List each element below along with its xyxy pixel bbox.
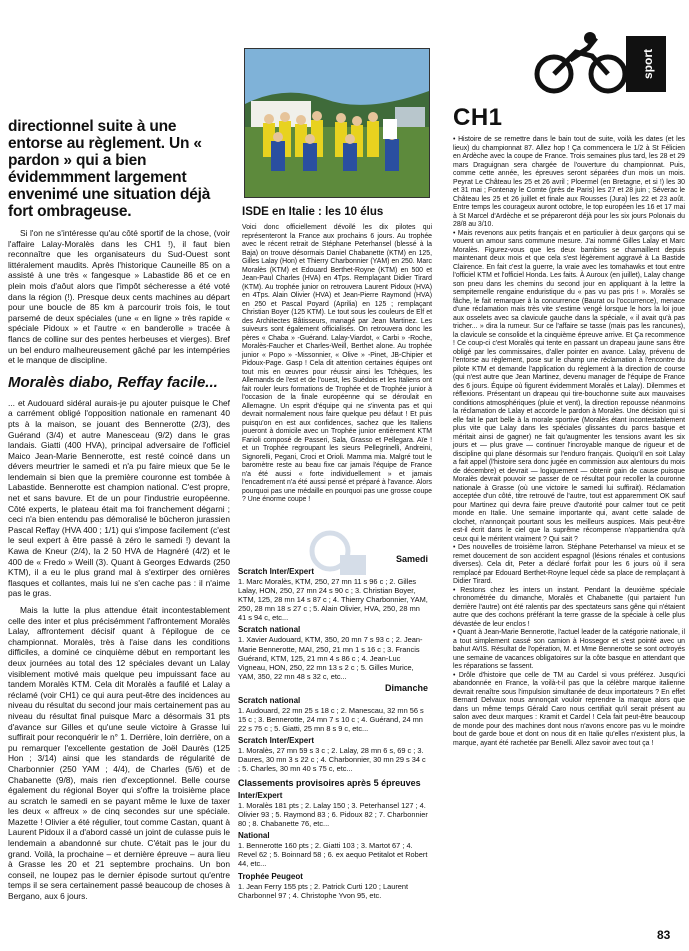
body-paragraph: ... et Audouard sidéral aurais-je pu ajouter puisque le Chef a carrément obligé l'opposition nationale en ramenant 40 pts à la maison, se jouant des Bennerotte (2/3), des Guérand (3/4) et autre Manesceau (9/2) dans le gras landais. Giatti (400 HVA), principal adversaire de l'officiel Maico Jean-Marie Bennerotte, est resté coincé dans un dévers meurtrier le samedi et n'a pu faire mieux que 5e le lendemain si bien que la première couronne est tombée à Labastide. Bennerotte est champion national. C'est propre, net et sans bavure. Et de un pour l'industrie européenne. Côté experts, le plateau était ma foi franchement dégarni ; ceci n'a bien entendu pas démoralisé le bûcheron jurassien Pascal Reffay (HVA 400 ; 1/1) qui s'impose facilement (c'est le seul expert à être passé à zéro le samedi !) devant la Kawa de Kneur (2/4), la 2 50 HVA de Hagnéré (4/2) et le 400 de « Fredo » Weill (3). Quant à Georges Edwards (250 KTM), il a eu le plus grand mal à s'extirper des ornières flasques et collantes, mais lui ne s'en cache pas : il n'aime pas le gras. (8, 397, 230, 599)
results-heading: Scratch national (238, 625, 301, 635)
left-column (8, 118, 230, 908)
results-line: 1. Moralès 181 pts ; 2. Lalay 150 ; 3. Peterhansel 127 ; 4. Olivier 93 ; 5. Raymond 83 ; 6. Pidoux 82 ; 7. Charbonnier 80 ; 8. Chabanette 76, etc... (238, 801, 428, 829)
team-photo (244, 48, 430, 198)
ch1-heading: CH1 (453, 104, 503, 131)
day-heading: Samedi (395, 554, 428, 564)
results-heading: Trophée Peugeot (238, 871, 303, 881)
ch1-text: • Histoire de se remettre dans le bain tout de suite, voilà les dates (et les lieux) du championnat 87. Allez hop ! Ça commencera le 1/2 à St Félicien en Ardèche avec la coupe de France. Trois semaines plus tard, les 28 et 29 mars Draguignan sera chargée de l'ouverture du championnat. Puis, comme cette année, les épreuves seront séparées d'un mois un mois. Peyrat Le Château les 25 et 26 avril ; Ploermel (en Bretagne, et si !) les 30 et 31 mai ; Fontenay le Comte (près de Paris) les 27 et 28 juin ; Séverac le Château les 25 et 26 juillet et finale aux Rousses (Jura) les 22 et 23 août. Entre temps les courageux auront octobre, le top européen les 16 et 17 mai à St Marcel d'Ardèche et se prépareront déjà pour les six jours Polonais du 28/8 au 3/10. • Mais revenons aux petits français et en particulier à deux garçons qui se vouent un amour sans commune mesure. J'ai nommé Gilles Lalay et Marc Moralès. Figurez-vous que les deux bambins se chamaillent depuis maintenant deux mois et que cela s'est légèrement aggravé à La Bastide Clairence. En fait c'est la guerre, la vraie avec les tomahawks et tout entre l'officiel KTM et l'officiel Honda. Les faits. À Auroux (en juillet), Lalay change son pneu dans les chemins du second jour en appliquant à la lettre la sempiternelle rengaine enduristique du « pas vu pas pris ! ». Moralès se fâche, le fait remarquer à la concurrence (Baurat ou l'occurrence), menace d'une réclamation mais très vite s'estime vengé lorsque le hors la loi joue aux osselets avec sa clavicule gauche dans la spéciale, « il avait qu'à pas tricher... » dira la rumeur. Sur ce l'affaire se tasse (mais pas les rancunes), la clavicule se consolide et la cinquième épreuve arrive. Et Ça recommence ! Ce coup-ci c'est Moralès qui tente en passant un drapeau jaune sans être obligé par les commissaires, d'aller pointer en avance. Lalay, prévenu de l'entorse au règlement, pose sur le champ une réclamation à l'encontre du pilote KTM et demande l'application du règlement à la direction de course (qui n'est autre que Jean Martinez, devenu manager de l'équipe de France des 6 jours. Équipe où figurent évidemment Moralès et Lalay). Dilemmes et réflexions. Présentant un drapeau qui tire-bouchonne suite aux mauvaises conditions atmosphériques (pluie et vent), la direction repousse néanmoins la réclamation de Lalay et accorde le pardon à Moralès. Une décision qui si elle fait le part belle à la morale sportive (Moralès étant incontestablement plus vite que Lalay dans les spéciales glissantes du parcs basque et méritait ainsi de gagner) ne fait qu'augmenter les tensions avant les six jours et — plus grave — continuer l'incroyable manque de rigueur et de discipline qui plane désormais sur l'enduro français. Quoiqu'il en soit Lalay a fait appel (l'histoire sera donc jugée en commission aux alentours du mois de décembre) et devrait — logiquement — obtenir gain de cause puisque Moralès devrait pouvoir se passer de ce résultat pour recoller la couronne nationale à Grasse (où une victoire le samedi lui suffirait). Réclamation acceptée d'un côté, titre retrouvé de l'autre, tout est apparemment OK sauf pour Martinez qui devra faire preuve d'autorité pour calmer tout ce petit monde en Italie. Une semaine importante qui, avant cette salade de clochet, n'annonçait pourtant sous les meilleurs auspices. Mais peut-être est-il écrit dans le ciel que la suprême récompense n'appartiendra qu'à ceux qui le méritent vraiment ? Qui sait ? • Des nouvelles de troisième larron. Stéphane Peterhansel va mieux et se remet doucement de son accident espagnol (lésions rénales et contusions diverses). Cela dit, Peter a déclaré forfait pour les 6 jours où il sera remplacé par Edouard Berthet-Royne lequel cède sa place de remplaçant à Didier Tirard. • Restons chez les inters un instant. Pendant la deuxième spéciale chronométrée du dimanche, Moralès et Chabanette (qui partaient l'un derrière l'autre) ont été ralentis par des spectateurs sans gêne qui n'étaient autre que des cochons préférant la terre grasse de la spéciale à celle plus dévastée de leur enclos ! • Quant à Jean-Marie Bennerotte, l'actuel leader de la catégorie nationale, il a tout simplement cassé son camion à Hossegor et s'est pointé avec un bahut AVIS. Résultat de l'opération, M. et Mme Bennerotte se sont octroyés une semaine de vacances obligatoires sur la côte basque en attendant que les réparations se fassent. • Drôle d'histoire que celle de TM au Cardel si vous préférez. Jusqu'ici abandonnée en France, la voilà-t-il pas que la célèbre marque italienne devrait renaître sous l'impulsion simultanée de deux importateurs ? En effet Bernard Delvaux nous annonçait vouloir reprendre la marque alors que dans un même temps Gérald Caro nous certifiait qu'il serait présent au salon avec deux marques : Kramit et Cardel ! Cela fait peut-être beaucoup de monde pour des machines dont nous n'avons encore pas vu le moindre bout de garde boue et dont on nous dit en Italie qu'elles n'existent plus, la marque, ayant été rachetée par Benelli. Allez savoir avec tout ça ! (453, 136, 685, 747)
results-line: 1. Bennerotte 160 pts ; 2. Giatti 103 ; 3. Martot 67 ; 4. Revel 62 ; 5. Boinnard 58 ; 6. ex aequo Petitalot et Robert 44, etc... (238, 841, 428, 869)
intro-paragraph: Si l'on ne s'intéresse qu'au côté sportif de la chose, (voir l'affaire Lalay-Moralès dans les CH1 !), il faut bien reconnaître que les organisateurs du Sud-Ouest sont littéralement maudits. Après l'historique Cauneille 85 on a assisté à une très « fangesque » Labastide 86 et ce en plein mois d'aôut alors que l'impôt sécheresse a été voté dans la région (!). Presque deux cents machines au départ pour une boucle de 85 km à parcourir trois fois, le tout parsemé de deux spéciales (une « en ligne » très rapide « spéciale Pidoux » et l'autre « en banderolle » tracée à flancs de colline sur des pentes herbeuses et vierges). Bref un bel enduro malheureusement gâché par les intempéries et le manque de discipline. (8, 228, 230, 366)
page-number: 83 (657, 928, 671, 942)
middle-column (238, 48, 436, 505)
results-heading: Scratch Inter/Expert (238, 736, 315, 746)
results-line: 1. Moralès, 27 mn 59 s 3 c ; 2. Lalay, 28 mn 6 s, 69 c ; 3. Daures, 30 mn 3 s 22 c ; 4. Charbonnier, 30 mn 29 s 34 c ; 5. Charles, 30 mn 40 s 75 c, etc... (238, 746, 426, 774)
results-heading: Scratch national (238, 695, 301, 705)
results-line: 1. Marc Moralès, KTM, 250, 27 mn 11 s 96 c ; 2. Gilles Lalay, HON, 250, 27 mn 24 s 90 c ; 3. Christian Boyer, KTM, 125, 28 mn 14 s 87 c ; 4. Thierry Charbonnier, YAM, 250, 28 mn 18 s 27 c ; 5. Alain Olivier, HVA, 250, 28 mn 41 s 94 c, etc... (238, 577, 428, 623)
results-line: 1. Audouard, 22 mn 25 s 18 c ; 2. Manescau, 32 mn 56 s 15 c ; 3. Bennerotte, 24 mn 7 s 10 c ; 4. Guérand, 24 mn 22 s 75 c ; 5. Giatti, 25 mn 8 s 9 c, etc... (238, 705, 424, 734)
photo-title: ISDE en Italie : les 10 élus (242, 206, 384, 218)
results-line: 1. Jean Ferry 155 pts ; 2. Patrick Curti 120 ; Laurent Charbonnel 97 ; 4. Christophe Yvon 95, etc. (238, 881, 409, 900)
logo-text: sport (641, 49, 655, 79)
results-line: 1. Xavier Audouard, KTM, 350, 20 mn 7 s 93 c ; 2. Jean-Marie Bennerotte, MAI, 250, 21 mn 1 s 16 c ; 3. Francis Guérand, KTM, 125, 21 mn 4 s 86 c ; 4. Jean-Luc Vigneau, HON, 250, 22 mn 13 s 2 c ; 5. Gilles Murice, YAM, 350, 22 mn 48 s 32 c, etc... (238, 635, 423, 681)
section-title: Moralès diabo, Reffay facile... (8, 373, 218, 391)
results-heading: Scratch Inter/Expert (238, 567, 315, 576)
day-heading: Dimanche (384, 682, 428, 693)
right-column (453, 30, 685, 748)
results-box (238, 552, 428, 900)
lead-paragraph: directionnel suite à une entorse au règlement. Un « pardon » qui a bien évidemmment largement envenimé une situation déjà fort ombrageuse. (8, 118, 211, 220)
isde-article-text: Voici donc officiellement dévoilé les dix pilotes qui représenteront la France aux prochains 6 jours. Au trophée avec le récent retrait de Stéphane Peterhansel (blessé à la Baja) on trouve désormais Daniel Chabanette (KTM) en 125, Gilles Lalay (Hon) et Thierry Charbonnier (YAM) en 250. Marc Moralès (KTM) et Edouard Berthet-Royne (KTM) en 500 et Jean-Paul Charles (HVA) en 4Tps. Remplaçant Didier Tirard (KTM). Au trophée junior on retrouvera Laurent Pidoux (HVA) en 4Tps. Alain Olivier (HVA) et Jean-Pierre Raymond (HVA) en 250 et Pascal Poyard (Aprilia) en 125 ; remplaçant Christian Boyer (125 KTM). Le tout sous les couleurs de Elf et des Architectes Bâtisseurs, managé par Jean Martinez. Les suiveurs sont également officialisés. On retrouvera donc les pères « Chaba » -Guérand. Lalay-Viardot, « Carbi » -Roche, Moralès-Faucher et Charles-Weill, Berthet alone. Au trophée junior « Popo » -Missonnier, « Olive » -Pinet, JB-Chipier et Pidoux-Page. Gasp ! Cela dit attention certaines équipes ont tout mis en œuvres pour réussir ainsi les Tchèques, les Allemands de l'est et de l'ouest, les Suédois et les Italiens ont fait rouler leurs formations de Trophée et de Trophée junior à l'occasion de la finale européenne qui se déroulait en Allemagne. Un esprit d'équipe qui ne s'inventa pas et qui devrait normalement nous faire quelque peu défaut ! Et puis puisqu'on en est aux confidences, sachez que les Italiens joueront à domicile avec un Trophée junior entièrement KTM Farioli composé de Passeri, Sala, Grasso et Pellegara. Aïe ! et un Trophée regroupant les sieurs Pellegrinelli, Andreini, Signorelli, Pegani, Croci et Orioli. Mamma mia. Malgré tout le baromètre reste au beau fixe car jamais l'équipe de France n'a été aussi « forte individuellement » et jamais l'encadrement n'a été aussi pensé et préparé à l'avance. Alors pourquoi pas une médaille en pourquoi pas une grosse coupe ? Une énorme coupe ! (242, 224, 432, 503)
results-heading: Inter/Expert (238, 791, 283, 800)
results-heading: National (238, 831, 270, 841)
body-paragraph: Mais la lutte la plus attendue était incontestablement celle des inter et plus précisémment l'affrontement Moralès Lalay, affrontement décisif quant à l'épilogue de ce championnat. Moralès, très à l'aise dans les conditions difficiles, a dominé ce cinquième début en remportant les deux journées au total des 12 spéciales devant un Lalay visiblement motivé mais quelque peu impuissant face au tandem Moralès KTM. Cela dit Moralès a faufilé et Lalay a réclamé (voir CH1) ce qui aura peut-être des incidences au niveau du résultat du second jour mais certainement pas au niveau du résultat final puisque Marc a désormais 31 pts d'avance sur Gilles et qu'une seule victoire à Grasse lui suffirait pour reconquérir le n° 1. Derrière, loin derrière, on a pu remarquer l'excellente gestation de Joël Daurès (125 Hon ; 3/14) ainsi que les standards de régularité de Charbonnier (250 YAM ; 4/4), de Charles (5/6) et de Chabanette (9/8), mais rien d'exceptionnel. Belle course également du régional Boyer qui s'offre la troisième place au scratch le samedi en se payant même le luxe de taxer les deux « affreux » de cinq secondes sur une spéciale. Mazette ! Olivier a été régulier, tout comme Castan, quant à Laurent Pidoux il a d'abord cassé un joint de culasse puis le lendemain a abandonné sur chute. C'était pas le jour du grand. Voilà, la prochaine – et dernière épreuve – aura lieu à Grasse les 20 et 21 septembre prochains. Un bon conseil, ne loupez pas le dernier épisode surtout qu'entre temps il se sera certainement passé beaucoup de choses à Bergano, aux 6 jours. (8, 605, 230, 902)
standings-heading: Classements provisoires après 5 épreuves (238, 777, 421, 788)
team-photo-illustration (245, 49, 429, 197)
